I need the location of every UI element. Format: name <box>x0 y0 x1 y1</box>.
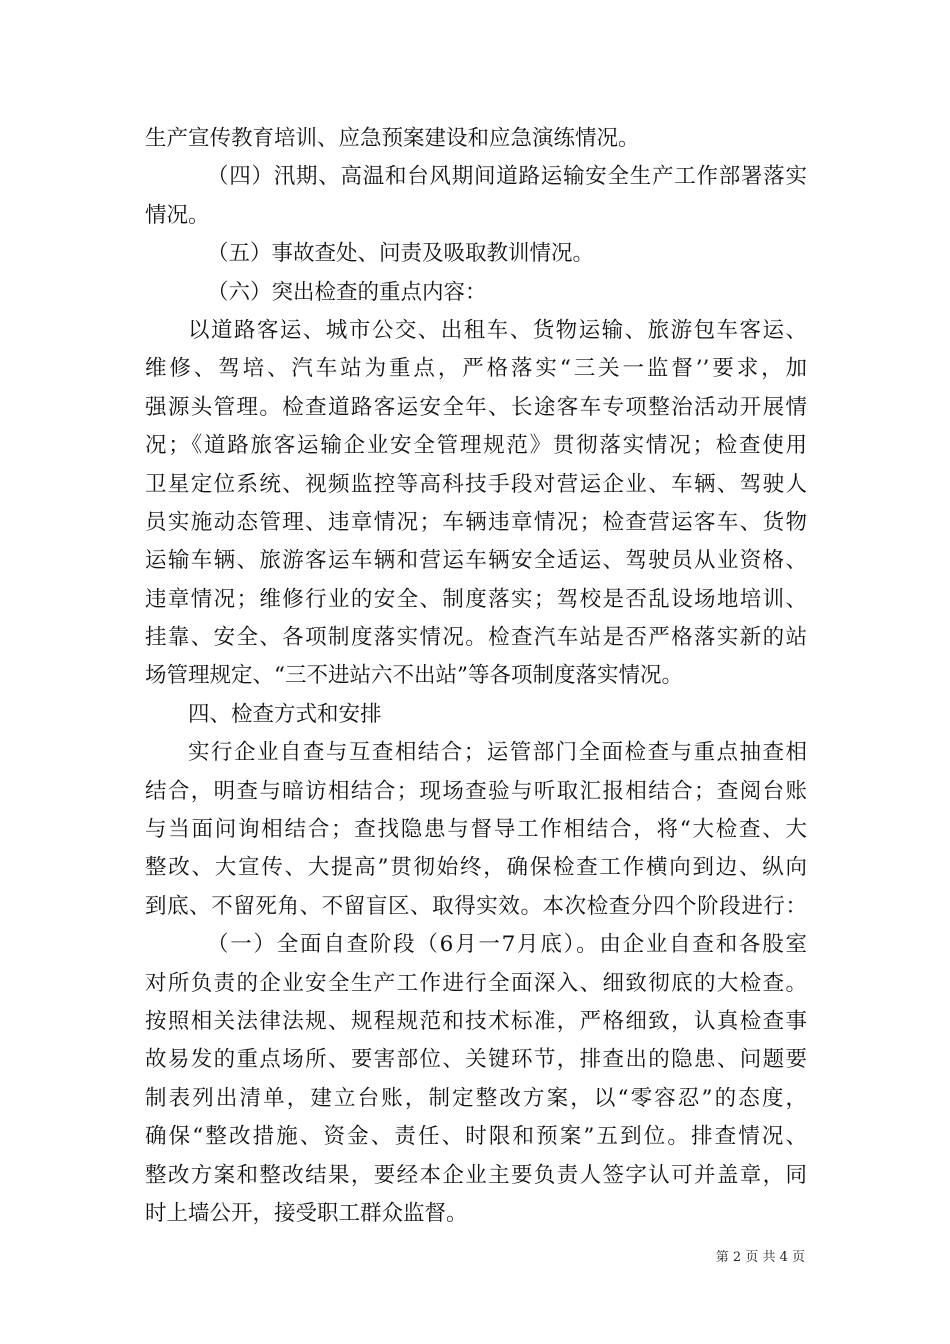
text-line: 运输车辆、旅游客运车辆和营运车辆安全适运、驾驶员从业资格、 <box>145 548 807 574</box>
text-line: 结合，明查与暗访相结合；现场查验与听取汇报相结合；查阅台账 <box>145 778 807 804</box>
text-line: 制表列出清单，建立台账，制定整改方案，以“零容忍”的态度， <box>145 1085 807 1111</box>
text-line: 整改、大宣传、大提高”贯彻始终，确保检查工作横向到边、纵向 <box>145 855 807 881</box>
text-line: 卫星定位系统、视频监控等高科技手段对营运企业、车辆、驾驶人 <box>145 471 807 497</box>
text-line: （一）全面自查阶段（6月一7月底）。由企业自查和各股室 <box>207 932 807 958</box>
text-line: 场管理规定、“三不进站六不出站”等各项制度落实情况。 <box>145 663 683 689</box>
text-line: （六）突出检查的重点内容： <box>207 279 487 305</box>
text-line: 实行企业自查与互查相结合；运管部门全面检查与重点抽查相 <box>188 740 807 766</box>
text-line: 对所负责的企业安全生产工作进行全面深入、细致彻底的大检查。 <box>145 970 807 996</box>
text-line: 强源头管理。检查道路客运安全年、长途客车专项整治活动开展情 <box>145 394 807 420</box>
text-line: （四）汛期、高温和台风期间道路运输安全生产工作部署落实 <box>207 164 807 190</box>
text-line: 到底、不留死角、不留盲区、取得实效。本次检查分四个阶段进行： <box>145 893 807 919</box>
text-line: 况；《道路旅客运输企业安全管理规范》贯彻落实情况；检查使用 <box>145 433 807 459</box>
text-line: 确保“整改措施、资金、责任、时限和预案”五到位。排查情况、 <box>145 1124 807 1150</box>
text-line: 整改方案和整改结果，要经本企业主要负责人签字认可并盖章，同 <box>145 1162 807 1188</box>
text-line: 按照相关法律法规、规程规范和技术标准，严格细致，认真检查事 <box>145 1008 807 1034</box>
text-line: 挂靠、安全、各项制度落实情况。检查汽车站是否严格落实新的站 <box>145 625 807 651</box>
text-line: 维修、驾培、汽车站为重点，严格落实“三关一监督’’要求，加 <box>145 356 807 382</box>
text-line: 故易发的重点场所、要害部位、关键环节，排查出的隐患、问题要 <box>145 1047 807 1073</box>
text-line: 时上墙公开，接受职工群众监督。 <box>145 1200 468 1226</box>
page-number: 第 2 页 共 4 页 <box>715 1250 805 1265</box>
text-line: 以道路客运、城市公交、出租车、货物运输、旅游包车客运、 <box>188 317 807 343</box>
text-line: 员实施动态管理、违章情况；车辆违章情况；检查营运客车、货物 <box>145 509 807 535</box>
text-line: 生产宣传教育培训、应急预案建设和应急演练情况。 <box>145 126 640 151</box>
text-line: 情况。 <box>145 202 210 228</box>
text-line: 违章情况；维修行业的安全、制度落实；驾校是否乱设场地培训、 <box>145 586 807 612</box>
text-line: （五）事故查处、问责及吸取教训情况。 <box>207 241 595 267</box>
document-body <box>145 120 807 1233</box>
text-line: 与当面问询相结合；查找隐患与督导工作相结合，将“大检查、大 <box>145 817 807 843</box>
text-line: 四、检查方式和安排 <box>188 701 382 727</box>
